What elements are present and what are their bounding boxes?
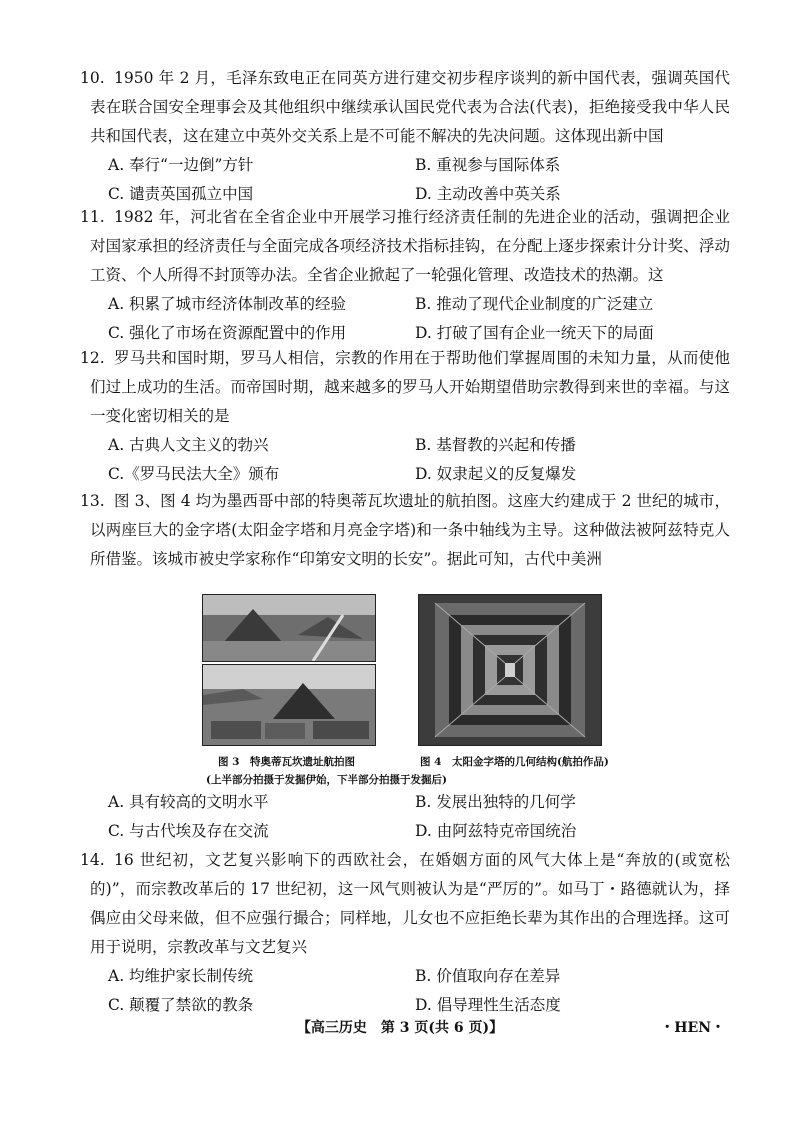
question-number: 12. [80,349,105,367]
figure-3-note: (上半部分拍摄于发掘伊始，下半部分拍摄于发掘后) [206,774,447,786]
question-number: 10. [80,69,105,87]
option-c: C. 与古代埃及存在交流 [108,822,269,840]
option-d: D. 由阿兹特克帝国统治 [415,822,577,840]
question-stem: 图 3、图 4 均为墨西哥中部的特奥蒂瓦坎遗址的航拍图。这座大约建成于 2 世纪的城市，以两座巨大的金字塔(太阳金字塔和月亮金字塔)和一条中轴线为主导。这种做法被阿兹特克人所借鉴。该城市被史学家称作“印第安文明的长安”。据此可知，古代中美洲 [90,492,730,568]
option-c: C. 强化了市场在资源配置中的作用 [108,324,347,342]
question-13-options [90,788,730,846]
question-12 [80,344,730,489]
option-a: A. 均维护家长制传统 [108,967,254,985]
option-d: D. 主动改善中英关系 [415,185,561,203]
question-10 [80,64,730,209]
options-row [90,991,730,1020]
option-a: A. 具有较高的文明水平 [108,793,269,811]
option-c: C.《罗马民法大全》颁布 [108,465,280,483]
option-a: A. 积累了城市经济体制改革的经验 [108,295,347,313]
question-number: 13. [80,492,105,510]
option-b: B. 基督教的兴起和传播 [415,436,576,454]
question-stem: 16 世纪初，文艺复兴影响下的西欧社会，在婚姻方面的风气大体上是“奔放的(或宽松的)”，而宗教改革后的 17 世纪初，这一风气则被认为是“严厉的”。如马丁・路德就认为，择偶应由父母来做，但不应强行撮合；同样地，儿女也不应拒绝长辈为其作出的合理选择。这可用于说明，宗教改革与文艺复兴 [90,851,730,956]
figure-3-top-photo [202,594,376,662]
option-d: D. 倡导理性生活态度 [415,996,561,1014]
question-number: 11. [80,208,105,226]
question-number: 14. [80,851,105,869]
options-row [90,817,730,846]
question-stem: 1950 年 2 月，毛泽东致电正在同英方进行建交初步程序谈判的新中国代表，强调英国代表在联合国安全理事会及其他组织中继续承认国民党代表为合法(代表)，拒绝接受我中华人民共和国代表，这在建立中英外交关系上是不可能不解决的先决问题。这体现出新中国 [90,69,730,145]
option-b: B. 重视参与国际体系 [415,156,561,174]
question-stem: 1982 年，河北省在全省企业中开展学习推行经济责任制的先进企业的活动，强调把企业对国家承担的经济责任与全面完成各项经济技术指标挂钩，在分配上逐步探索计分计奖、浮动工资、个人所得不封顶等办法。全省企业掀起了一轮强化管理、改造技术的热潮。这 [90,208,730,284]
page-number-label: 【高三历史 第 3 页(共 6 页)】 [296,1020,504,1036]
question-13 [80,487,730,574]
option-d: D. 打破了国有企业一统天下的局面 [415,324,654,342]
figure-4-caption: 图 4 太阳金字塔的几何结构(航拍作品) [420,756,609,768]
figure-area [0,594,800,794]
options-row [90,151,730,180]
option-a: A. 古典人文主义的勃兴 [108,436,269,454]
option-d: D. 奴隶起义的反复爆发 [415,465,577,483]
option-a: A. 奉行“一边倒”方针 [108,156,254,174]
options-row [90,431,730,460]
figure-3-bottom-photo [202,664,376,746]
question-stem: 罗马共和国时期，罗马人相信，宗教的作用在于帮助他们掌握周围的未知力量，从而使他们过上成功的生活。而帝国时期，越来越多的罗马人开始期望借助宗教得到来世的幸福。与这一变化密切相关的是 [90,349,730,425]
options-row [90,962,730,991]
options-row [90,290,730,319]
figure-3-caption: 图 3 特奥蒂瓦坎遗址航拍图 [218,756,355,768]
option-b: B. 推动了现代企业制度的广泛建立 [415,295,654,313]
options-row [90,460,730,489]
exam-code: ・HEN・ [660,1020,725,1036]
option-c: C. 谴责英国孤立中国 [108,185,254,203]
option-b: B. 价值取向存在差异 [415,967,561,985]
question-14 [80,846,730,1020]
options-row [90,788,730,817]
question-11 [80,203,730,348]
figure-4-photo [418,594,602,746]
option-c: C. 颠覆了禁欲的教条 [108,996,254,1014]
option-b: B. 发展出独特的几何学 [415,793,576,811]
